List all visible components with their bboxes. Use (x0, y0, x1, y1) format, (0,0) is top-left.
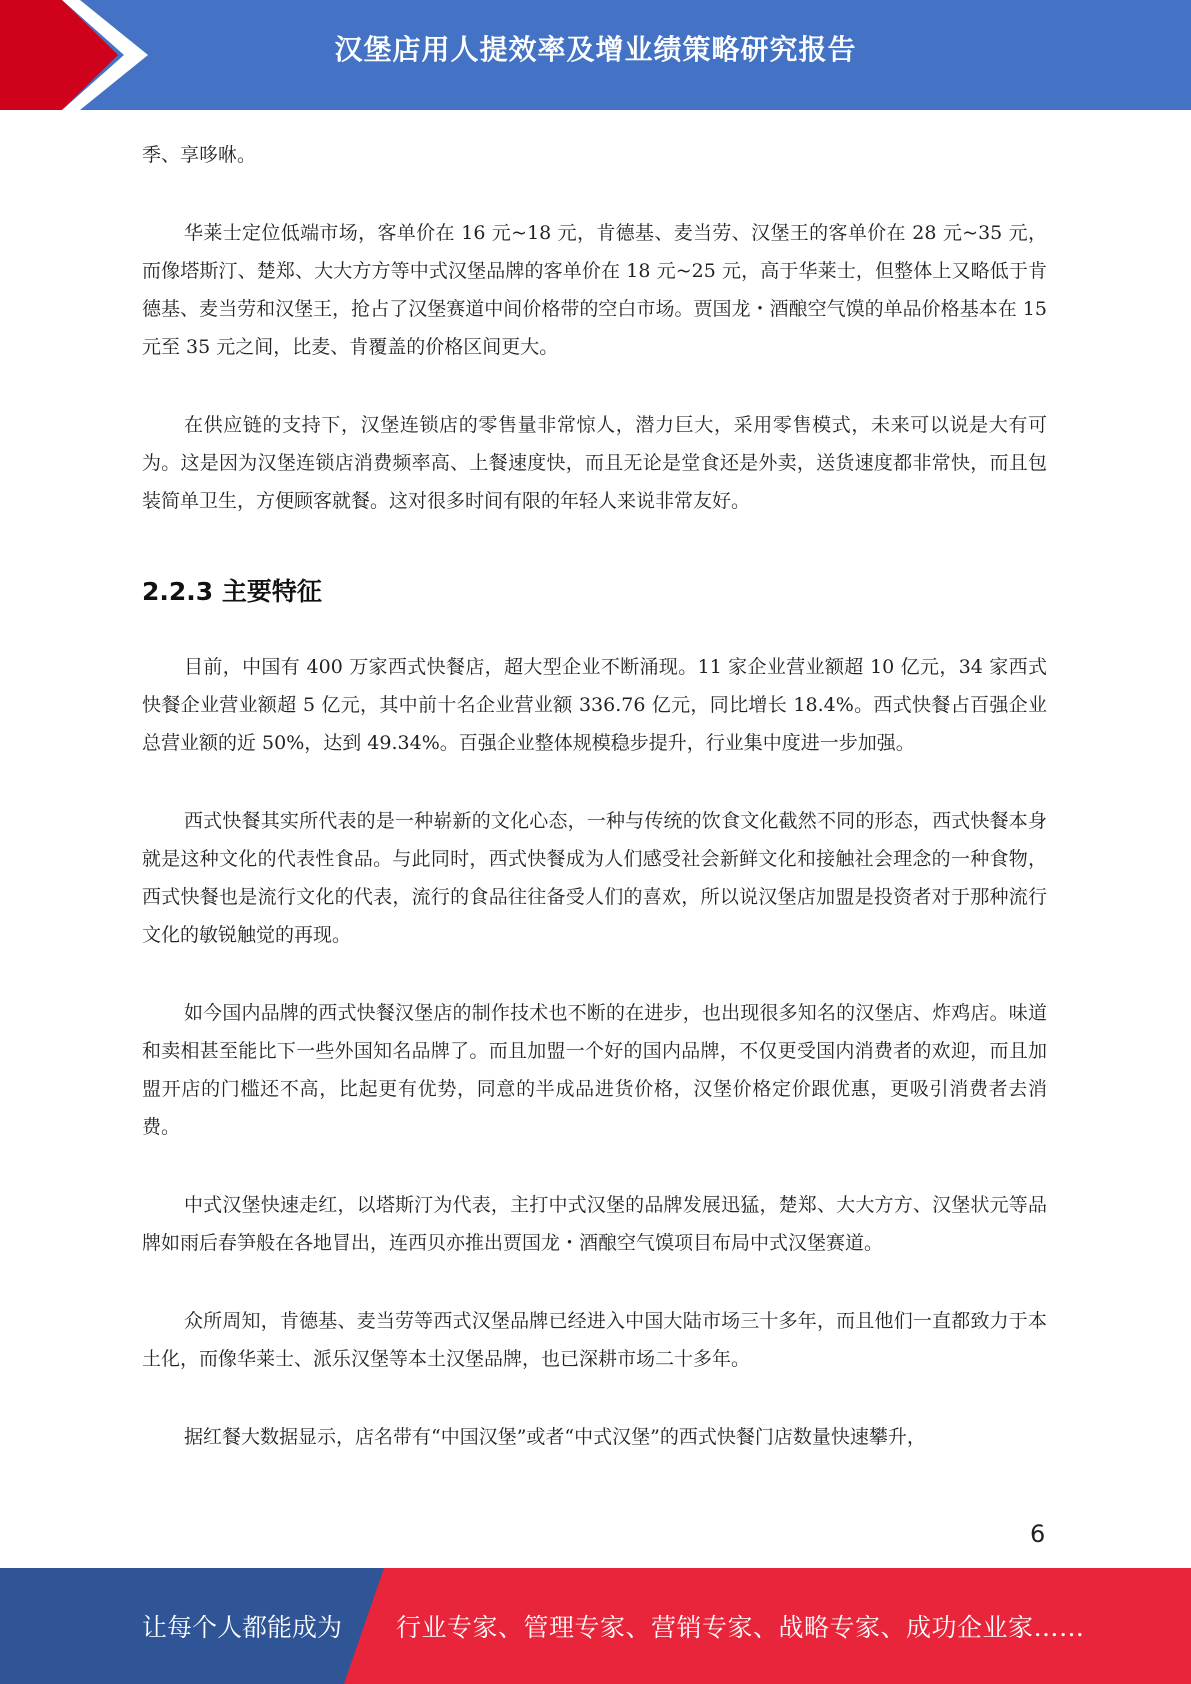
section-heading: 2.2.3 主要特征 (142, 577, 322, 606)
paragraph-culture: 西式快餐其实所代表的是一种崭新的文化心态，一种与传统的饮食文化截然不同的形态，西式快餐本身就是这种文化的代表性食品。与此同时，西式快餐成为人们感受社会新鲜文化和接触社会理念的一种食物，西式快餐也是流行文化的代表，流行的食品往往备受人们的喜欢，所以说汉堡店加盟是投资者对于那种流行文化的敏锐触觉的再现。 (142, 810, 1047, 946)
paragraph-market-size: 目前，中国有 400 万家西式快餐店，超大型企业不断涌现。11 家企业营业额超 10 亿元，34 家西式快餐企业营业额超 5 亿元，其中前十名企业营业额 336.76 亿元，同比增长 18.4%。西式快餐占百强企业总营业额的近 50%，达到 49.34%。百强企业整体规模稳步提升，行业集中度进一步加强。 (142, 656, 1047, 754)
page-footer (0, 1568, 1191, 1684)
paragraph-data: 据红餐大数据显示，店名带有“中国汉堡”或者“中式汉堡”的西式快餐门店数量快速攀升， (184, 1426, 926, 1448)
document-body (142, 136, 1047, 1496)
page-number: 6 (1030, 1520, 1046, 1548)
paragraph-continuation: 季、享哆咻。 (142, 144, 257, 166)
paragraph-supply-chain: 在供应链的支持下，汉堡连锁店的零售量非常惊人，潜力巨大，采用零售模式，未来可以说是大有可为。这是因为汉堡连锁店消费频率高、上餐速度快，而且无论是堂食还是外卖，送货速度都非常快，而且包装简单卫生，方便顾客就餐。这对很多时间有限的年轻人来说非常友好。 (142, 414, 1047, 512)
page-header (0, 0, 1191, 110)
paragraph-localization: 众所周知，肯德基、麦当劳等西式汉堡品牌已经进入中国大陆市场三十多年，而且他们一直都致力于本土化，而像华莱士、派乐汉堡等本土汉堡品牌，也已深耕市场二十多年。 (142, 1310, 1047, 1370)
footer-slogan-right: 行业专家、管理专家、营销专家、战略专家、成功企业家…… (396, 1613, 1085, 1642)
report-title: 汉堡店用人提效率及增业绩策略研究报告 (334, 33, 857, 66)
paragraph-domestic-brands: 如今国内品牌的西式快餐汉堡店的制作技术也不断的在进步，也出现很多知名的汉堡店、炸鸡店。味道和卖相甚至能比下一些外国知名品牌了。而且加盟一个好的国内品牌，不仅更受国内消费者的欢迎，而且加盟开店的门槛还不高，比起更有优势，同意的半成品进货价格，汉堡价格定价跟优惠，更吸引消费者去消费。 (142, 1002, 1047, 1138)
paragraph-chinese-burger: 中式汉堡快速走红，以塔斯汀为代表，主打中式汉堡的品牌发展迅猛，楚郑、大大方方、汉堡状元等品牌如雨后春笋般在各地冒出，连西贝亦推出贾国龙・酒酿空气馍项目布局中式汉堡赛道。 (142, 1194, 1047, 1254)
paragraph-price-positioning: 华莱士定位低端市场，客单价在 16 元~18 元，肯德基、麦当劳、汉堡王的客单价在 28 元~35 元，而像塔斯汀、楚郑、大大方方等中式汉堡品牌的客单价在 18 元~25 元，高于华莱士，但整体上又略低于肯德基、麦当劳和汉堡王，抢占了汉堡赛道中间价格带的空白市场。贾国龙・酒酿空气馍的单品价格基本在 15 元至 35 元之间，比麦、肯覆盖的价格区间更大。 (142, 222, 1047, 358)
footer-slogan-left: 让每个人都能成为 (142, 1613, 343, 1642)
